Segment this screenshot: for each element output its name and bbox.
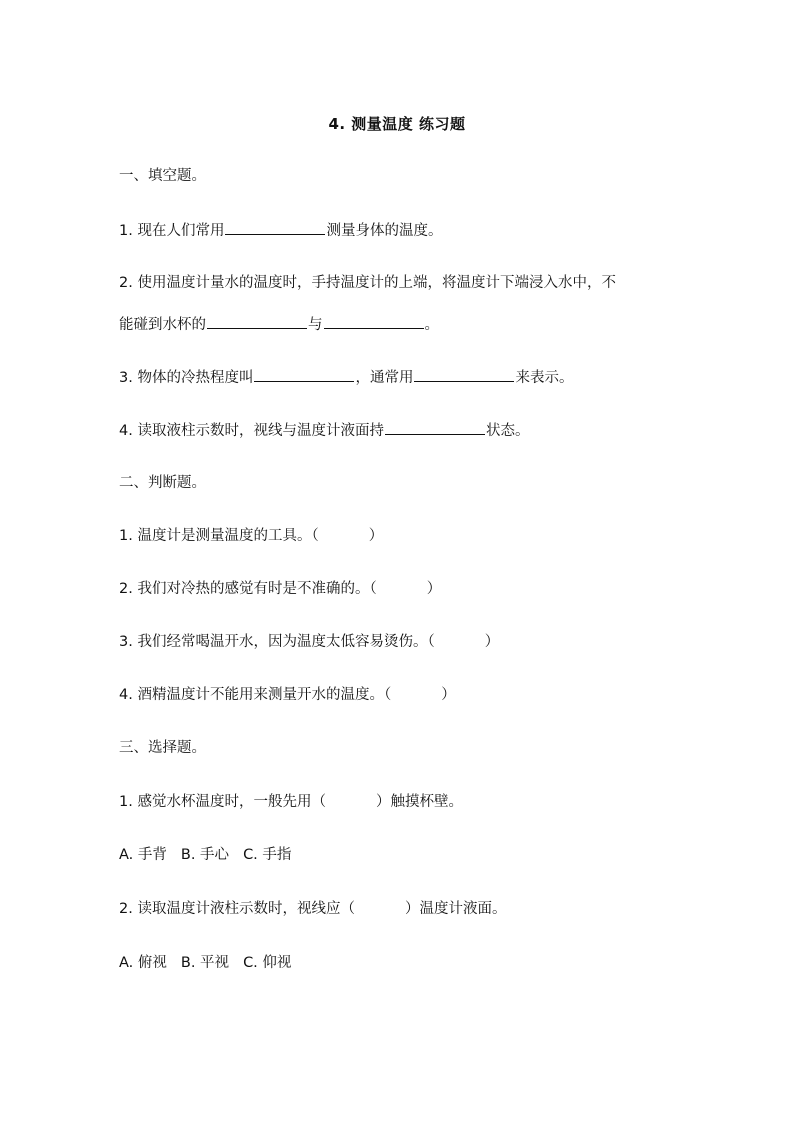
question-text: ） xyxy=(484,634,500,650)
question-text: ） xyxy=(441,687,456,703)
question-text: ） xyxy=(368,528,384,544)
question-text: 1. 温度计是测量温度的工具。（ xyxy=(119,528,319,544)
choice-question-2-options xyxy=(119,951,689,975)
answer-blank[interactable] xyxy=(385,418,485,435)
option-b[interactable]: B. 平视 xyxy=(180,955,230,971)
page-title: 4. 测量温度 练习题 xyxy=(328,115,466,133)
answer-blank[interactable] xyxy=(324,312,424,329)
answer-blank[interactable] xyxy=(254,365,354,382)
question-text: 4. 酒精温度计不能用来测量开水的温度。（ xyxy=(119,687,392,703)
question-text: ）触摸杯壁。 xyxy=(375,794,463,810)
question-text: 能碰到水杯的 xyxy=(119,317,206,333)
question-text: 4. 读取液柱示数时，视线与温度计液面持 xyxy=(119,423,384,439)
question-text: ）温度计液面。 xyxy=(404,901,507,917)
question-text: 2. 读取温度计液柱示数时，视线应（ xyxy=(119,901,355,917)
choice-question-1 xyxy=(119,790,689,814)
section-heading-judge: 二、判断题。 xyxy=(119,475,206,491)
question-text: 3. 物体的冷热程度叫 xyxy=(119,370,254,386)
question-text: 3. 我们经常喝温开水，因为温度太低容易烫伤。（ xyxy=(119,634,435,650)
question-text: ） xyxy=(426,581,442,597)
option-c[interactable]: C. 仰视 xyxy=(243,955,292,971)
section-heading-choice: 三、选择题。 xyxy=(119,740,206,756)
question-text: 2. 我们对冷热的感觉有时是不准确的。（ xyxy=(119,581,377,597)
fill-question-1 xyxy=(119,218,689,243)
choice-question-2 xyxy=(119,897,689,921)
question-text: ，通常用 xyxy=(355,370,414,386)
judge-question-3 xyxy=(119,630,689,654)
fill-question-3 xyxy=(119,365,689,390)
fill-question-2-line-1: 2. 使用温度计量水的温度时，手持温度计的上端，将温度计下端浸入水中，不 xyxy=(119,275,616,291)
option-c[interactable]: C. 手指 xyxy=(243,847,292,863)
option-a[interactable]: A. 俯视 xyxy=(119,955,167,971)
answer-blank[interactable] xyxy=(225,218,325,235)
option-a[interactable]: A. 手背 xyxy=(119,847,167,863)
question-text: 测量身体的温度。 xyxy=(326,223,443,239)
question-text: 与 xyxy=(308,317,323,333)
fill-question-4 xyxy=(119,418,689,443)
judge-question-1 xyxy=(119,524,689,548)
fill-question-2-line-2 xyxy=(119,312,689,337)
judge-question-4 xyxy=(119,683,689,707)
question-text: 来表示。 xyxy=(515,370,574,386)
question-text: 1. 现在人们常用 xyxy=(119,223,225,239)
question-text: 1. 感觉水杯温度时，一般先用（ xyxy=(119,794,326,810)
section-heading-fill: 一、填空题。 xyxy=(119,168,206,184)
answer-blank[interactable] xyxy=(207,312,307,329)
answer-blank[interactable] xyxy=(414,365,514,382)
question-text: 。 xyxy=(424,317,439,333)
choice-question-1-options xyxy=(119,843,689,867)
option-b[interactable]: B. 手心 xyxy=(180,847,230,863)
question-text: 状态。 xyxy=(485,423,530,439)
judge-question-2 xyxy=(119,577,689,601)
